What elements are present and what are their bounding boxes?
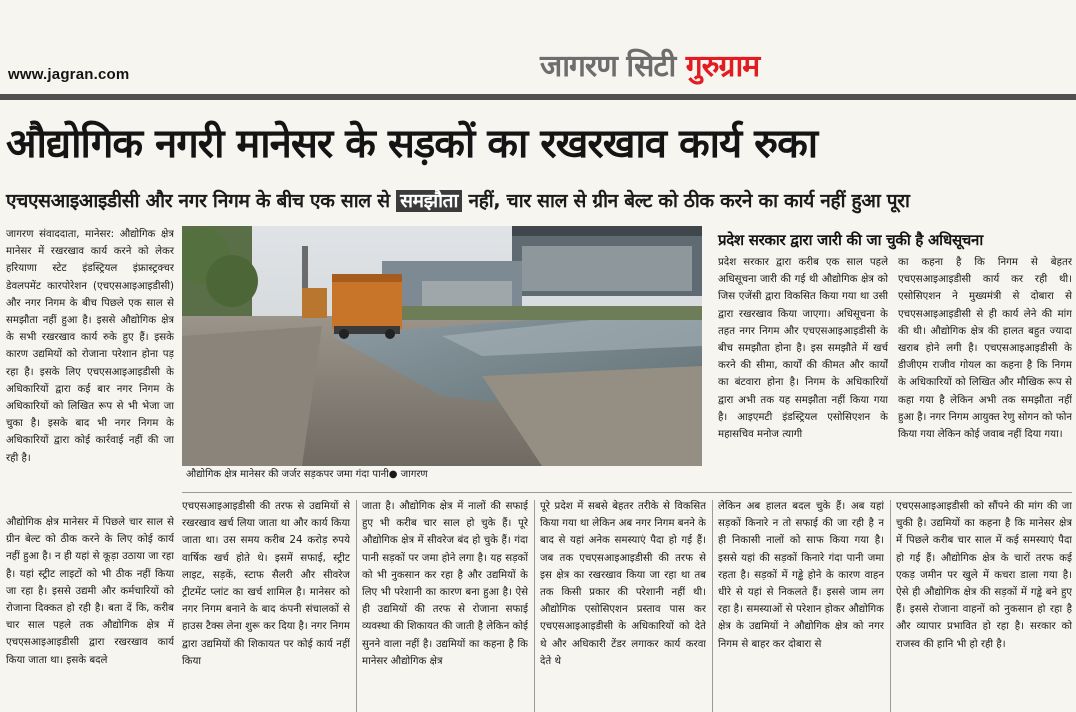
column-divider (890, 500, 891, 712)
body-text: जागरण संवाददाता, मानेसर: औद्योगिक क्षेत्र मानेसर में रखरखाव कार्य करने को लेकर हरियाणा स्टेट इंडस्ट्रियल इंफ्रास्ट्रक्चर डेवलपमेंट कारपोरेशन (एचएसआइआइडीसी) और नगर निगम के बीच पिछले एक साल से समझौता नहीं हुआ है। इससे औद्योगिक क्षेत्र के सभी रखरखाव कार्य रुके हुए हैं। इसके कारण उद्यमियों को रोजाना परेशान होना पड़ रहा है। इसके लिए एचएसआइआइडीसी के अधिकारियों द्वारा कई बार नगर निगम के अधिकारियों को लिखित रूप से भी भेजा जा चुका है। इसके बाद भी नगर निगम के अधिकारियों द्वारा कोई कार्रवाई नहीं की जा रही है। (6, 229, 174, 464)
article-photo (182, 226, 702, 466)
road-waterlogging-photo (182, 226, 702, 466)
section-divider (182, 492, 1072, 493)
body-text: औद्योगिक क्षेत्र मानेसर में पिछले चार साल से ग्रीन बेल्ट को ठीक करने के लिए कोई कार्य नहीं हुआ है। न ही यहां से कूड़ा उठाया जा रहा है। यहां स्ट्रीट लाइटों को भी ठीक नहीं किया जा रहा है। इससे उद्यमी और कर्मचारियों को रोजाना दिक्कत हो रही है। बता दें कि, करीब चार साल पहले तक औद्योगिक क्षेत्र में एचएसआइआइडीसी द्वारा रखरखाव कार्य किया जाता था। इसके बदले (6, 517, 174, 666)
body-text: एचएसआइआइडीसी को सौंपने की मांग की जा चुकी है। उद्यमियों का कहना है कि मानेसर क्षेत्र में पिछले करीब चार साल में कई समस्याएं पैदा हो गई हैं। औद्योगिक क्षेत्र के चारों तरफ कई एकड़ जमीन पर खुले में कचरा डाला गया है। ऐसे ही औद्योगिक क्षेत्र की सड़कों में गड्ढे बने हुए हैं। इससे रोजाना वाहनों को नुकसान हो रहा है और व्यापार प्रभावित हो रहा है। सरकार को राजस्व की हानि भी हो रही है। (896, 501, 1072, 650)
website-url: www.jagran.com (8, 66, 130, 83)
subheadline (6, 186, 1072, 216)
column-5 (718, 498, 884, 712)
masthead-logo (540, 48, 759, 86)
column-divider (712, 500, 713, 712)
body-text: पूरे प्रदेश में सबसे बेहतर तरीके से विकसित किया गया था लेकिन अब नगर निगम बनने के बाद से यहां अनेक समस्याएं पैदा हो गई हैं। जब तक एचएसआइआइडीसी की तरफ से इस क्षेत्र का रखरखाव किया जा रहा था तब तक किसी प्रकार की परेशानी नहीं थी। औद्योगिक एसोसिएशन प्रस्ताव पास कर एचएसआइआइडीसी के अधिकारियों को देते थे और अधिकारी टेंडर लगाकर कार्य करवा देते थे (540, 501, 706, 667)
sidebar-column-left (718, 254, 888, 490)
column-divider (534, 500, 535, 712)
column-3 (362, 498, 528, 712)
photo-caption: औद्योगिक क्षेत्र मानेसर की जर्जर सड़कपर जमा गंदा पानी● जागरण (186, 469, 428, 480)
sidebar-heading: प्रदेश सरकार द्वारा जारी की जा चुकी है अधिसूचना (718, 231, 983, 249)
body-text: प्रदेश सरकार द्वारा करीब एक साल पहले अधिसूचना जारी की गई थी औद्योगिक क्षेत्र को जिस एजेंसी द्वारा विकसित किया गया था उसी द्वारा रखरखाव किया जाएगा। अधिसूचना के तहत नगर निगम और एचएसआइआइडीसी के बीच समझौता होना है। इस समझौते में खर्च करने की सीमा, कार्यों की कीमत और कार्यों का बंटवारा होना है। निगम के अधिकारियों द्वारा अभी तक यह समझौता नहीं किया गया है। आइएमटी इंडस्ट्रियल एसोसिएशन के महासचिव मनोज त्यागी (718, 257, 888, 441)
masthead-rule (0, 94, 1076, 100)
body-text: लेकिन अब हालत बदल चुके हैं। अब यहां सड़कों किनारे न तो सफाई की जा रही है न ही निकासी नालों को साफ किया गया है। इससे यहां की सड़कों किनारे गंदा पानी जमा रहता है। सड़कों में गड्ढे होने के कारण वाहन धीरे से यहां से निकलते हैं। इससे जाम लग रहा है। समस्याओं से परेशान होकर औद्योगिक क्षेत्र के उद्यमियों ने औद्योगिक क्षेत्र को नगर निगम से बाहर कर दोबारा से (718, 501, 884, 650)
column-6 (896, 498, 1072, 712)
sidebar-column-right (898, 254, 1072, 490)
subhead-highlight: समझौता (396, 190, 462, 212)
subhead-part2: नहीं, चार साल से ग्रीन बेल्ट को ठीक करने का कार्य नहीं हुआ पूरा (468, 190, 910, 212)
column-1-top (6, 226, 174, 510)
city-name: गुरुग्राम (685, 49, 760, 84)
subhead-part1: एचएसआइआइडीसी और नगर निगम के बीच एक साल से (6, 190, 390, 212)
body-text: एचएसआइआइडीसी की तरफ से उद्यमियों से रखरखाव खर्च लिया जाता था और कार्य किया जाता था। उस समय करीब 24 करोड़ रुपये वार्षिक खर्च होते थे। इसमें सफाई, स्ट्रीट लाइट, सड़कें, स्टाफ सैलरी और सीवरेज ट्रीटमेंट प्लांट का खर्च शामिल है। मानेसर को नगर निगम बनाने के बाद कंपनी संचालकों से हाउस टैक्स लेना शुरू कर दिया है। नगर निगम द्वारा उद्यमियों की शिकायत पर कोई कार्य नहीं किया (182, 501, 350, 667)
column-divider (356, 500, 357, 712)
column-2 (182, 498, 350, 712)
column-4 (540, 498, 706, 712)
column-1-bottom (6, 514, 174, 712)
brand-name: जागरण सिटी (540, 49, 676, 84)
body-text: का कहना है कि निगम से बेहतर एचएसआइआइडीसी कार्य कर रही थी। एसोसिएशन ने मुख्यमंत्री से दोबारा से एचएसआइआइडीसी से ही कार्य लेने की मांग की थी। औद्योगिक क्षेत्र की हालत बहुत ज्यादा खराब होने लगी है। एचएसआइआइडीसी के डीजीएम राजीव गोयल का कहना है कि निगम के अधिकारियों को लिखित और मौखिक रूप से कहा गया है लेकिन अभी तक समझौता नहीं हुआ है। नगर निगम आयुक्त रेणु सोगन को फोन किया गया लेकिन कोई जवाब नहीं दिया गया। (898, 257, 1072, 441)
body-text: जाता है। औद्योगिक क्षेत्र में नालों की सफाई हुए भी करीब चार साल हो चुके हैं। पूरे औद्योगिक क्षेत्र में सीवरेज बंद हो चुके हैं। गंदा पानी सड़कों पर जमा होने लगा है। यह सड़कों को भी नुकसान कर रहा है और उद्यमियों के लिए भी परेशानी का कारण बना हुआ है। ऐसे ही उद्यमियों की तरफ से रोजाना सफाई व्यवस्था की शिकायत की जाती है लेकिन कोई सुनने वाला नहीं है। उद्यमियों का कहना है कि मानेसर औद्योगिक क्षेत्र (362, 501, 528, 667)
headline: औद्योगिक नगरी मानेसर के सड़कों का रखरखाव कार्य रुका (6, 121, 818, 167)
